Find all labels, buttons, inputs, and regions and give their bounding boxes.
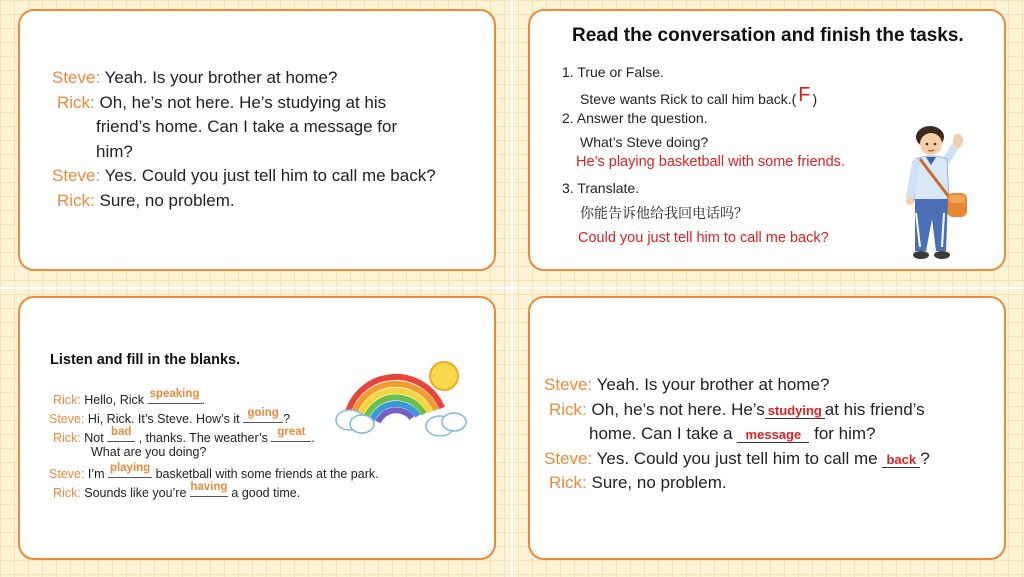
blank-field bbox=[107, 427, 135, 442]
tasks-title: Read the conversation and finish the tasks. bbox=[572, 25, 964, 46]
blank-field bbox=[148, 389, 202, 404]
blank-answer: back bbox=[882, 453, 920, 468]
blank-field bbox=[190, 482, 228, 497]
fill-title: Listen and fill in the blanks. bbox=[50, 352, 241, 368]
dialogue-card bbox=[18, 9, 496, 271]
line-text: Not bbox=[84, 431, 104, 445]
task-1-close: ) bbox=[812, 91, 818, 107]
dialogue-line bbox=[52, 189, 436, 214]
blank-answer: going bbox=[247, 407, 279, 419]
blank-field bbox=[108, 463, 152, 478]
line-text: Sounds like you’re bbox=[84, 486, 187, 500]
blank-answer: speaking bbox=[149, 388, 200, 400]
task-3-label: 3. Translate. bbox=[562, 180, 640, 196]
line-text: . bbox=[311, 431, 315, 445]
dialogue-line bbox=[52, 140, 436, 165]
blank-answer: great bbox=[277, 426, 306, 438]
speaker-label: Steve: bbox=[544, 375, 593, 394]
blank-field bbox=[243, 408, 283, 423]
dialogue-line bbox=[544, 422, 930, 447]
speaker-label: Rick: bbox=[53, 431, 81, 445]
line-text: ? bbox=[283, 412, 291, 426]
line-text: ? bbox=[920, 448, 930, 468]
dialogue bbox=[52, 66, 436, 213]
dialogue-line bbox=[52, 164, 436, 189]
line-text: a good time. bbox=[231, 486, 301, 500]
boy-waving-illustration bbox=[902, 123, 978, 265]
line-text: I’m bbox=[87, 467, 105, 481]
tasks-card bbox=[528, 9, 1006, 271]
speaker-label: Rick: bbox=[57, 190, 95, 210]
task-1-answer: F bbox=[798, 84, 811, 106]
task-1-label: 1. True or False. bbox=[562, 64, 664, 80]
dialogue-line bbox=[52, 91, 436, 116]
speaker-label: Rick: bbox=[53, 393, 81, 407]
speaker-label: Rick: bbox=[549, 399, 587, 419]
task-2-answer: He’s playing basketball with some friends. bbox=[576, 154, 845, 170]
line-text: basketball with some friends at the park. bbox=[155, 467, 379, 481]
line-text: friend’s home. Can I take a message for bbox=[96, 117, 398, 136]
fill-line bbox=[49, 408, 290, 426]
task-1-question bbox=[580, 84, 818, 110]
line-text: at his friend’s bbox=[824, 399, 925, 419]
blank-answer: having bbox=[190, 481, 228, 493]
blank-field bbox=[271, 427, 311, 442]
line-text: What are you doing? bbox=[91, 445, 207, 459]
dialogue bbox=[544, 373, 930, 496]
blank-answer: studying bbox=[765, 404, 825, 419]
line-text: for him? bbox=[814, 424, 876, 443]
fill-line bbox=[53, 427, 315, 445]
fill-line bbox=[91, 445, 206, 459]
task-3-answer: Could you just tell him to call me back? bbox=[578, 230, 829, 246]
line-text: Yes. Could you just tell him to call me back? bbox=[104, 166, 436, 185]
line-text: Yeah. Is your brother at home? bbox=[596, 375, 830, 394]
line-text: home. Can I take a bbox=[589, 424, 733, 443]
line-text: Hi, Rick. It’s Steve. How’s it bbox=[87, 412, 240, 426]
speaker-label: Steve: bbox=[49, 467, 85, 481]
task-2-label: 2. Answer the question. bbox=[562, 110, 708, 126]
speaker-label: Steve: bbox=[52, 68, 101, 87]
rainbow-illustration bbox=[330, 346, 470, 438]
task-3-question: 你能告诉他给我回电话吗？ bbox=[580, 205, 748, 221]
blank-answer: playing bbox=[109, 462, 151, 474]
task-2-question: What’s Steve doing? bbox=[580, 134, 709, 150]
dialogue-line bbox=[544, 373, 930, 398]
dialogue-answers-card bbox=[528, 296, 1006, 560]
speaker-label: Steve: bbox=[52, 166, 101, 185]
line-text: him? bbox=[96, 141, 133, 161]
fill-line bbox=[53, 482, 300, 500]
blank-answer: message bbox=[737, 428, 809, 443]
speaker-label: Rick: bbox=[53, 486, 81, 500]
task-1-text: Steve wants Rick to call him back.( bbox=[580, 91, 797, 107]
speaker-label: Rick: bbox=[57, 92, 95, 112]
line-text: Sure, no problem. bbox=[591, 473, 727, 492]
fill-blanks-card bbox=[18, 296, 496, 560]
line-text: Hello, Rick bbox=[84, 393, 145, 407]
line-text: Oh, he’s not here. He’s bbox=[591, 399, 765, 419]
dialogue-line bbox=[52, 66, 436, 91]
speaker-label: Rick: bbox=[549, 473, 587, 492]
dialogue-line bbox=[544, 398, 930, 423]
line-text: , thanks. The weather’s bbox=[138, 431, 268, 445]
speaker-label: Steve: bbox=[49, 412, 85, 426]
line-text: Yes. Could you just tell him to call me bbox=[596, 448, 878, 468]
slide-divider-horizontal bbox=[0, 287, 1024, 289]
line-text: Oh, he’s not here. He’s studying at his bbox=[99, 92, 387, 112]
dialogue-line bbox=[544, 447, 930, 472]
fill-line bbox=[53, 389, 205, 407]
blank-answer: bad bbox=[110, 426, 132, 438]
line-text: Yeah. Is your brother at home? bbox=[104, 68, 338, 87]
fill-line bbox=[49, 463, 379, 481]
dialogue-line bbox=[52, 115, 436, 140]
line-text: Sure, no problem. bbox=[99, 190, 235, 210]
line-text: . bbox=[201, 393, 205, 407]
speaker-label: Steve: bbox=[544, 448, 593, 468]
dialogue-line bbox=[544, 471, 930, 496]
